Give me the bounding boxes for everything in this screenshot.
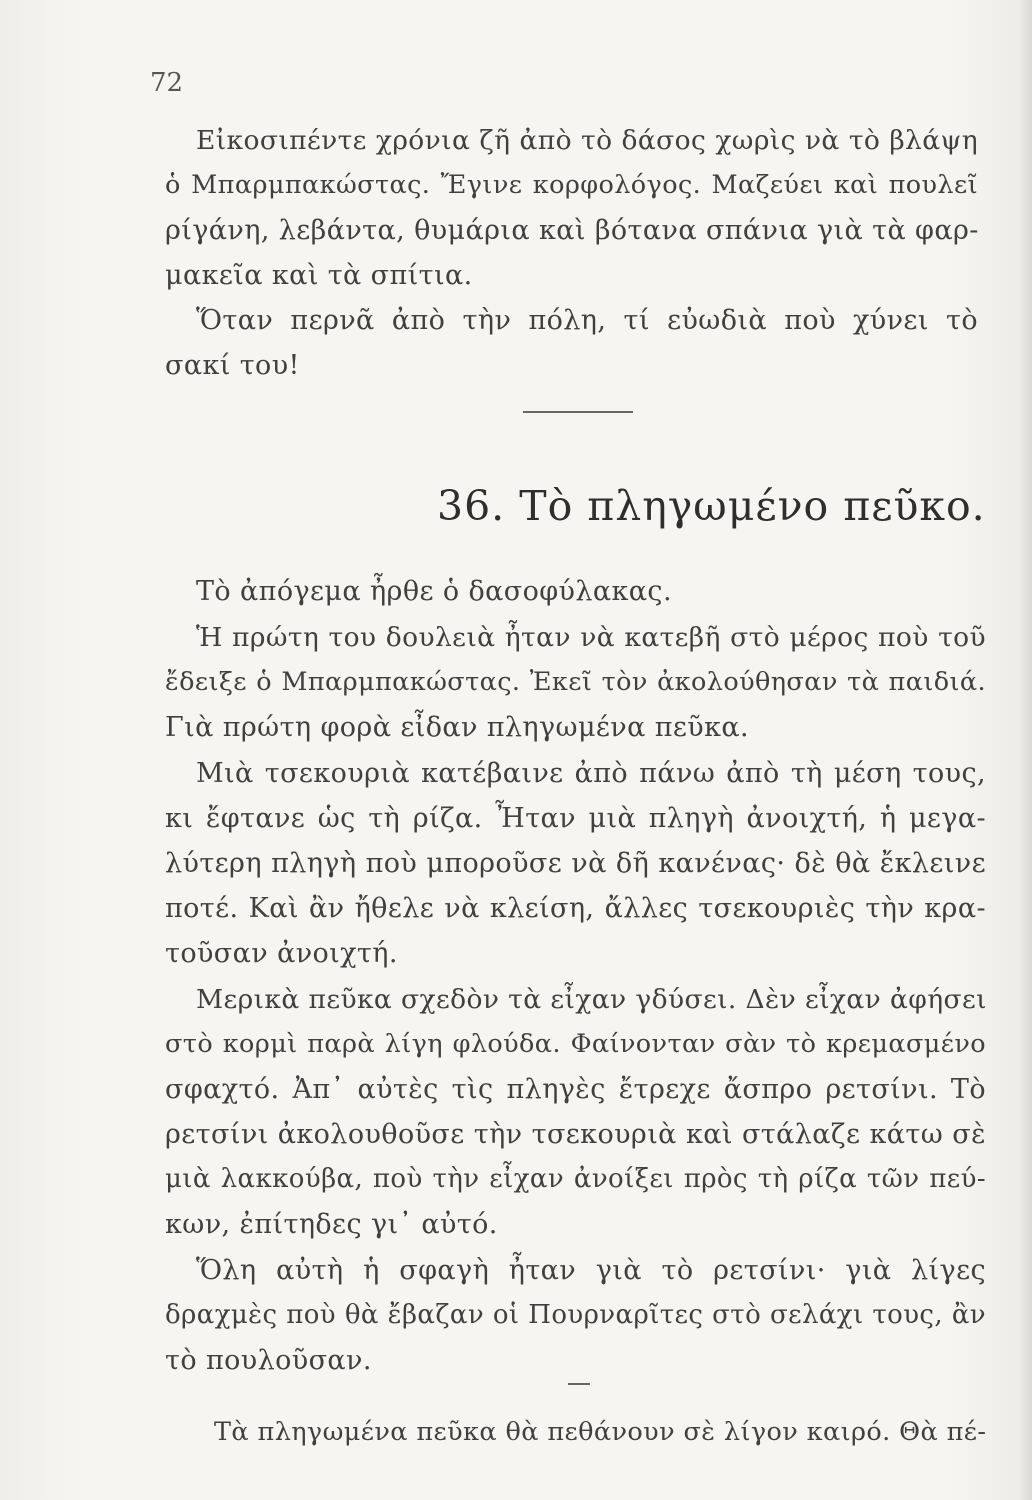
text-line: Μιὰ τσεκουριὰ κατέβαινε ἀπὸ πάνω ἀπὸ τὴ μέση τους,	[196, 758, 986, 789]
section-heading: 36. Τὸ πληγωμένο πεῦκο.	[437, 482, 986, 530]
text-line: μιὰ λακκούβα, ποὺ τὴν εἶχαν ἀνοίξει πρὸς τὴ ρίζα τῶν πεύ-	[165, 1164, 986, 1194]
section-divider	[523, 411, 633, 413]
text-line: τοῦσαν ἀνοιχτή.	[165, 938, 398, 969]
text-line: Ἡ πρώτη του δουλειὰ ἦταν νὰ κατεβῆ στὸ μέρος ποὺ τοῦ	[196, 622, 986, 653]
page-number: 72	[150, 68, 184, 98]
text-line: λύτερη πληγὴ ποὺ μποροῦσε νὰ δῆ κανένας· δὲ θὰ ἔκλεινε	[165, 848, 986, 879]
text-line: Ὅλη αὐτὴ ἡ σφαγὴ ἦταν γιὰ τὸ ρετσίνι· γιὰ λίγες	[196, 1255, 986, 1286]
text-line: στὸ κορμὶ παρὰ λίγη φλούδα. Φαίνονταν σὰν τὸ κρεμασμένο	[165, 1029, 986, 1059]
text-line: δραχμὲς ποὺ θὰ ἔβαζαν οἱ Πουρναρῖτες στὸ σελάχι τους, ἂν	[165, 1300, 986, 1330]
text-line: ρετσίνι ἀκολουθοῦσε τὴν τσεκουριὰ καὶ στάλαζε κάτω σὲ	[165, 1119, 986, 1150]
text-line: τὸ πουλοῦσαν.	[165, 1345, 372, 1376]
text-line: σφαχτό. Ἀπ᾿ αὐτὲς τὶς πληγὲς ἔτρεχε ἄσπρο ρετσίνι. Τὸ	[165, 1074, 986, 1105]
text-line: Τὰ πληγωμένα πεῦκα θὰ πεθάνουν σὲ λίγον καιρό. Θὰ πέ-	[214, 1417, 987, 1447]
text-line: ρίγάνη, λεβάντα, θυμάρια καὶ βότανα σπάνια γιὰ τὰ φαρ-	[165, 215, 979, 246]
text-line: Ὅταν περνᾶ ἀπὸ τὴν πόλη, τί εὐωδιὰ ποὺ χύνει τὸ	[196, 305, 978, 336]
text-line: σακί του!	[165, 350, 300, 381]
text-line: Μερικὰ πεῦκα σχεδὸν τὰ εἶχαν γδύσει. Δὲν εἶχαν ἀφήσει	[196, 984, 987, 1015]
short-divider	[568, 1383, 590, 1385]
text-line: κι ἔφτανε ὡς τὴ ρίζα. Ἦταν μιὰ πληγὴ ἀνοιχτή, ἡ μεγα-	[165, 803, 986, 834]
text-line: κων, ἐπίτηδες γι᾿ αὐτό.	[165, 1209, 498, 1240]
text-line: ποτέ. Καὶ ἂν ἤθελε νὰ κλείση, ἄλλες τσεκουριὲς τὴν κρα-	[165, 893, 986, 924]
text-line: ὁ Μπαρμπακώστας. Ἔγινε κορφολόγος. Μαζεύει καὶ πουλεῖ	[165, 170, 978, 200]
text-line: Εἰκοσιπέντε χρόνια ζῆ ἀπὸ τὸ δάσος χωρὶς νὰ τὸ βλάψη	[196, 125, 978, 156]
text-line: Τὸ ἀπόγεμα ἦρθε ὁ δασοφύλακας.	[196, 576, 672, 607]
text-line: ἔδειξε ὁ Μπαρμπακώστας. Ἐκεῖ τὸν ἀκολούθησαν τὰ παιδιά.	[165, 667, 986, 697]
page-edge-shadow	[1018, 0, 1032, 1500]
text-line: Γιὰ πρώτη φορὰ εἶδαν πληγωμένα πεῦκα.	[165, 712, 749, 743]
text-line: μακεῖα καὶ τὰ σπίτια.	[165, 260, 473, 291]
